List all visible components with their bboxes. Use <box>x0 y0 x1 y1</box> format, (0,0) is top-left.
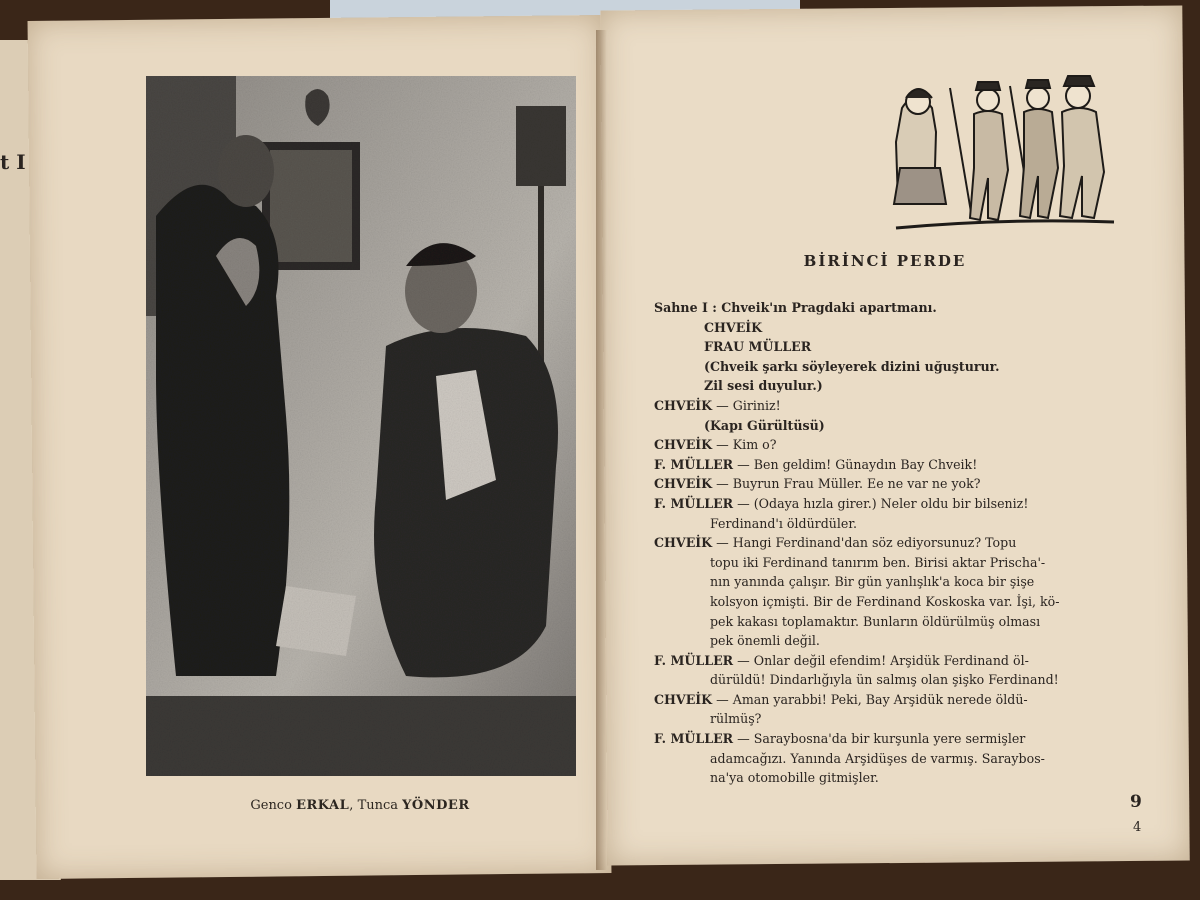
dialogue-text: — Kim o? <box>716 437 777 453</box>
dialogue-line <box>654 533 1124 553</box>
speaker-name: F. MÜLLER <box>654 652 734 668</box>
page-number: 9 <box>1130 792 1142 812</box>
caption-first-surname: ERKAL <box>296 798 350 813</box>
dialogue-text: — Hangi Ferdinand'dan söz ediyorsunuz? Topu <box>716 535 1017 551</box>
photo-caption <box>190 798 530 813</box>
dialogue-continuation: kolsyon içmişti. Bir de Ferdinand Koskoska var. İşi, kö- <box>710 593 1060 609</box>
stage-photo <box>146 76 576 776</box>
cast-item: CHVEİK <box>704 319 763 335</box>
stage-direction: (Chveik şarkı söyleyerek dizini uğuşturur. <box>704 358 1000 374</box>
dialogue-continuation: rülmüş? <box>710 711 762 727</box>
dialogue-line <box>654 474 1124 494</box>
dialogue-continuation: na'ya otomobille gitmişler. <box>710 770 879 786</box>
dialogue-continuation: topu iki Ferdinand tanırım ben. Birisi aktar Prischa'- <box>710 554 1046 570</box>
dialogue-continuation: nın yanında çalışır. Bir gün yanlışlık'a koca bir şişe <box>710 574 1035 590</box>
soldiers-illustration-graphic <box>892 68 1118 240</box>
dialogue-text: — Giriniz! <box>716 397 781 413</box>
soldiers-illustration <box>892 68 1118 240</box>
speaker-name: CHVEİK <box>654 397 713 413</box>
dialogue-line <box>654 651 1124 671</box>
dialogue-text: — Onlar değil efendim! Arşidük Ferdinand öl- <box>737 652 1029 668</box>
scene-heading: Sahne I : Chveik'ın Pragdaki apartmanı. <box>654 300 937 315</box>
speaker-name: F. MÜLLER <box>654 456 734 472</box>
caption-second-given: Tunca <box>357 798 399 813</box>
dialogue-text: — Saraybosna'da bir kurşunla yere sermişler <box>737 731 1026 747</box>
previous-page-fragment: t I <box>0 150 26 174</box>
dialogue-line <box>654 435 1124 455</box>
stage-direction: Zil sesi duyulur.) <box>704 378 823 394</box>
dialogue-continuation: dürüldü! Dindarlığıyla ün salmış olan şişko Ferdinand! <box>710 672 1059 688</box>
stage-direction: (Kapı Gürültüsü) <box>704 417 825 433</box>
caption-second-surname: YÖNDER <box>402 798 470 813</box>
speaker-name: CHVEİK <box>654 437 713 453</box>
dialogue-line <box>654 690 1124 710</box>
dialogue-line <box>654 396 1124 416</box>
caption-first-given: Genco <box>250 798 292 813</box>
speaker-name: F. MÜLLER <box>654 495 734 511</box>
caption-separator: , <box>349 798 354 813</box>
dialogue-text: — Aman yarabbi! Peki, Bay Arşidük nerede öldü- <box>716 691 1028 707</box>
dialogue-continuation: pek önemli değil. <box>710 633 820 649</box>
dialogue-line <box>654 455 1124 475</box>
dialogue-line <box>654 729 1124 749</box>
dialogue-text: — Ben geldim! Günaydın Bay Chveik! <box>737 456 978 472</box>
book-spine <box>596 30 614 870</box>
dialogue-continuation: adamcağızı. Yanında Arşidüşes de varmış. Saraybos- <box>710 750 1045 766</box>
stage-photo-graphic <box>146 76 576 776</box>
cast-item: FRAU MÜLLER <box>704 339 812 355</box>
speaker-name: CHVEİK <box>654 476 713 492</box>
dialogue-text: — Buyrun Frau Müller. Ee ne var ne yok? <box>716 476 981 492</box>
dialogue-continuation: Ferdinand'ı öldürdüler. <box>710 515 857 531</box>
speaker-name: CHVEİK <box>654 691 713 707</box>
speaker-name: F. MÜLLER <box>654 731 734 747</box>
dialogue-line <box>654 494 1124 514</box>
speaker-name: CHVEİK <box>654 535 713 551</box>
dialogue-continuation: pek kakası toplamaktır. Bunların öldürülmüş olması <box>710 613 1041 629</box>
act-title: BİRİNCİ PERDE <box>803 252 967 270</box>
dialogue-text: — (Odaya hızla girer.) Neler oldu bir bilseniz! <box>737 495 1029 511</box>
page-handwritten-mark: 4 <box>1133 820 1142 835</box>
play-script <box>654 298 1124 788</box>
